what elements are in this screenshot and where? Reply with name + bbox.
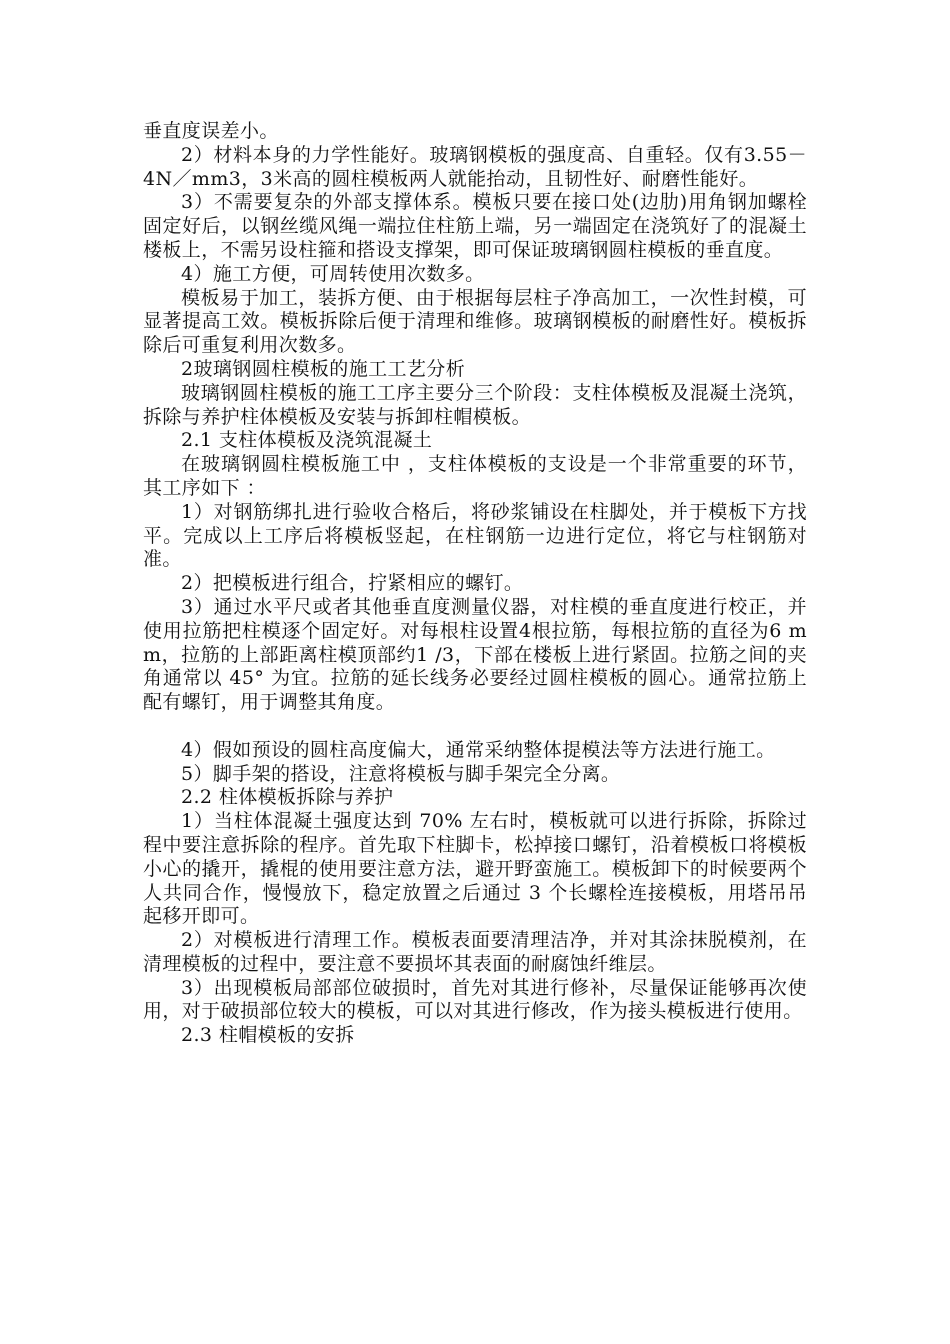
- blank-line: [143, 715, 807, 739]
- paragraph-body: 模板易于加工，装拆方便、由于根据每层柱子净高加工，一次性封模，可显著提高工效。模板拆除后便于清理和维修。玻璃钢模板的耐磨性好。模板拆除后可重复利用次数多。: [143, 286, 807, 357]
- section-heading-2: 2玻璃钢圆柱模板的施工工艺分析: [181, 357, 466, 380]
- paragraph-step-1: 1）当柱体混凝土强度达到 70% 左右时，模板就可以进行拆除，拆除过程中要注意拆除的程序。首先取下柱脚卡，松掉接口螺钉，沿着模板口将模板小心的撬开，撬棍的使用要注意方法，避开野蛮施工。模板卸下的时候要两个人共同合作，慢慢放下，稳定放置之后通过 3 个长螺栓连接模板，用塔吊吊起移开即可。: [143, 810, 807, 928]
- document-body: [143, 120, 807, 1048]
- paragraph-step-2: 2）把模板进行组合，拧紧相应的螺钉。: [181, 572, 524, 595]
- paragraph-step-3: 3）通过水平尺或者其他垂直度测量仪器，对柱模的垂直度进行校正，并使用拉筋把柱模逐个固定好。对每根柱设置4根拉筋，每根拉筋的直径为6 mm，拉筋的上部距离柱模顶部约1 /3，下部在楼板上进行紧固。拉筋之间的夹角通常以 45° 为宜。拉筋的延长线务必要经过圆柱模板的圆心。通常拉筋上配有螺钉，用于调整其角度。: [143, 595, 807, 714]
- paragraph-continuation: 垂直度误差小。: [143, 120, 279, 142]
- section-heading-2-3: 2.3 柱帽模板的安拆: [181, 1024, 355, 1047]
- paragraph-step-2: 2）对模板进行清理工作。模板表面要清理洁净，并对其涂抹脱模剂，在清理模板的过程中，要注意不要损坏其表面的耐腐蚀纤维层。: [143, 929, 807, 975]
- paragraph-body: 在玻璃钢圆柱模板施工中 ，支柱体模板的支设是一个非常重要的环节，其工序如下 ：: [143, 453, 807, 499]
- section-heading-2-2: 2.2 柱体模板拆除与养护: [181, 786, 394, 809]
- section-heading-2-1: 2.1 支柱体模板及浇筑混凝土: [181, 429, 433, 452]
- paragraph-body: 玻璃钢圆柱模板的施工工序主要分三个阶段：支柱体模板及混凝土浇筑， 拆除与养护柱体模板及安装与拆卸柱帽模板。: [143, 381, 807, 428]
- paragraph-step-4: 4）假如预设的圆柱高度偏大，通常采纳整体提模法等方法进行施工。: [181, 738, 776, 761]
- paragraph-step-3: 3）出现模板局部部位破损时，首先对其进行修补，尽量保证能够再次使用，对于破损部位较大的模板，可以对其进行修改，作为接头模板进行使用。: [143, 976, 807, 1023]
- paragraph-item-3: 3）不需要复杂的外部支撑体系。模板只要在接口处(边肋)用角钢加螺栓固定好后，以钢丝缆风绳一端拉住柱筋上端，另一端固定在浇筑好了的混凝土楼板上，不需另设柱箍和搭设支撑架，即可保证玻璃钢圆柱模板的垂直度。: [143, 191, 807, 261]
- paragraph-step-5: 5）脚手架的搭设，注意将模板与脚手架完全分离。: [181, 762, 621, 785]
- paragraph-item-4: 4）施工方便，可周转使用次数多。: [181, 262, 485, 285]
- paragraph-step-1: 1）对钢筋绑扎进行验收合格后，将砂浆铺设在柱脚处，并于模板下方找平。完成以上工序后将模板竖起，在柱钢筋一边进行定位，将它与柱钢筋对准。: [143, 500, 807, 571]
- paragraph-item-2: 2）材料本身的力学性能好。玻璃钢模板的强度高、自重轻。仅有3.55－4N／mm3，3米高的圆柱模板两人就能抬动，且韧性好、耐磨性能好。: [143, 143, 807, 190]
